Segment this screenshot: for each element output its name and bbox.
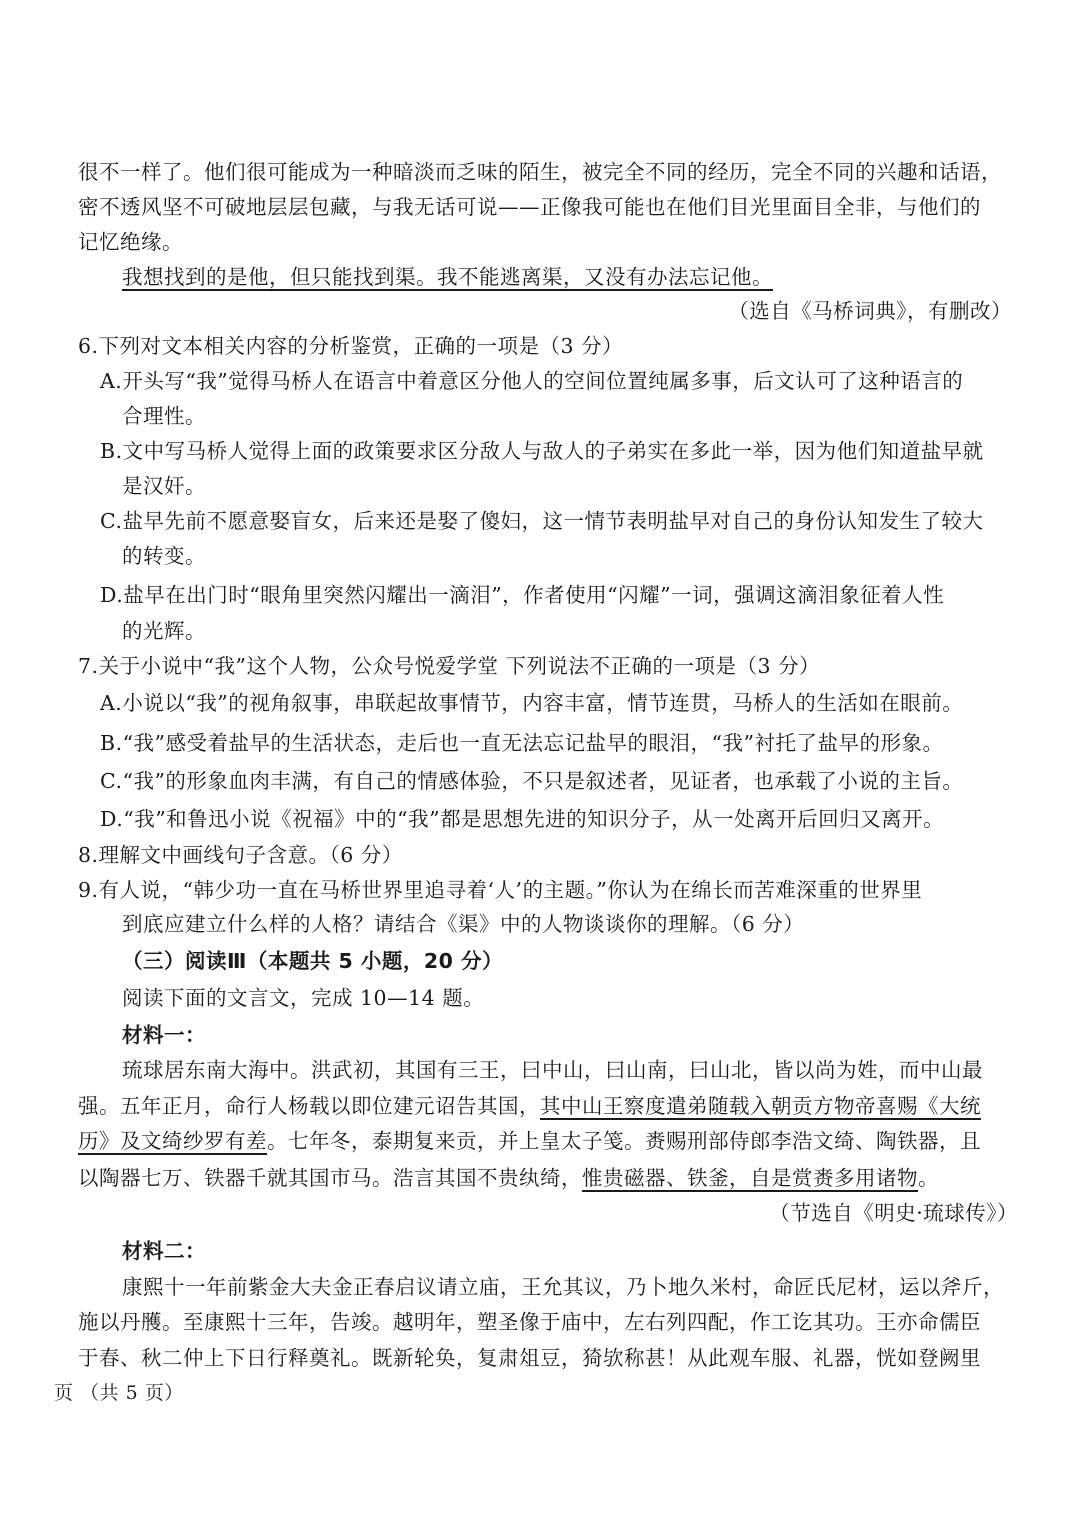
q6-option-b-cont: 是汉奸。	[122, 474, 206, 498]
passage-line: 密不透风坚不可破地层层包藏，与我无话可说——正像我可能也在他们目光里面目全非，与他们的	[78, 195, 981, 219]
question-8-stem: 8.理解文中画线句子含意。（6 分）	[78, 843, 403, 867]
material-1-line: 琉球居东南大海中。洪武初，其国有三王，曰中山，曰山南，曰山北，皆以尚为姓，而中山最	[122, 1058, 983, 1082]
section-instruction: 阅读下面的文言文，完成 10—14 题。	[122, 986, 485, 1010]
q7-option-c: C.“我”的形象血肉丰满，有自己的情感体验，不只是叙述者，见证者，也承载了小说的主旨。	[100, 769, 964, 793]
underlined-sentence: 惟贵磁器、铁釜，自是赏赉多用诸物	[582, 1166, 918, 1190]
material-1-line	[78, 1091, 981, 1121]
q6-option-d: D.盐早在出门时“眼角里突然闪耀出一滴泪”，作者使用“闪耀”一词，强调这滴泪象征着人性	[100, 583, 945, 607]
passage-line: 记忆绝缘。	[78, 230, 183, 254]
q6-option-c-cont: 的转变。	[122, 544, 206, 568]
q6-option-a-cont: 合理性。	[122, 404, 206, 428]
material-1-line	[78, 1163, 939, 1193]
q6-option-c: C.盐早先前不愿意娶盲女，后来还是娶了傻妇，这一情节表明盐早对自己的身份认知发生了较大	[100, 509, 984, 533]
material-2-line: 施以丹雘。至康熙十三年，告竣。越明年，塑圣像于庙中，左右列四配，作工讫其功。王亦命儒臣	[78, 1310, 981, 1334]
text-span: 以陶器七万、铁器千就其国市马。浩言其国不贵纨绮，	[78, 1166, 582, 1190]
material-2-line: 于春、秋二仲上下日行释奠礼。既新轮奂，复肃俎豆，猗欤称甚！从此观车服、礼器，恍如登阙里	[78, 1346, 981, 1370]
text-span: 。	[918, 1166, 939, 1190]
text-span: 强。五年正月，命行人杨载以即位建元诏告其国，	[78, 1094, 540, 1118]
text-span: 。七年冬，泰期复来贡，并上皇太子笺。赉赐刑部侍郎李浩文绮、陶铁器，且	[267, 1129, 981, 1153]
underlined-sentence: 历》及文绮纱罗有差	[78, 1129, 267, 1153]
q6-option-a: A.开头写“我”觉得马桥人在语言中着意区分他人的空间位置纯属多事，后文认可了这种语言的	[100, 369, 964, 393]
q7-option-d: D.“我”和鲁迅小说《祝福》中的“我”都是思想先进的知识分子，从一处离开后回归又离开。	[100, 807, 945, 831]
material-1-label: 材料一：	[122, 1023, 206, 1047]
question-7-stem: 7.关于小说中“我”这个人物，公众号悦爱学堂 下列说法不正确的一项是（3 分）	[78, 654, 821, 678]
material-1-source: （节选自《明史·琉球传》）	[769, 1201, 1018, 1225]
section-heading: （三）阅读Ⅲ（本题共 5 小题，20 分）	[122, 949, 504, 973]
question-9-stem: 9.有人说，“韩少功一直在马桥世界里追寻着‘人’的主题。”你认为在绵长而苦难深重的世界里	[78, 878, 923, 902]
page-footer: 页 （共 5 页）	[54, 1382, 184, 1404]
q6-option-d-cont: 的光辉。	[122, 619, 206, 643]
underlined-sentence: 其中山王察度遣弟随载入朝贡方物帝喜赐《大统	[540, 1094, 981, 1118]
q6-option-b: B.文中写马桥人觉得上面的政策要求区分敌人与敌人的子弟实在多此一举，因为他们知道盐早就	[100, 439, 984, 463]
passage-line: 很不一样了。他们很可能成为一种暗淡而乏味的陌生，被完全不同的经历，完全不同的兴趣和话语，	[78, 160, 1002, 184]
passage-source: （选自《马桥词典》，有删改）	[728, 299, 1012, 323]
q7-option-b: B.“我”感受着盐早的生活状态，走后也一直无法忘记盐早的眼泪，“我”衬托了盐早的形象。	[100, 731, 944, 755]
material-2-line: 康熙十一年前紫金大夫金正春启议请立庙，王允其议，乃卜地久米村，命匠氏尼材，运以斧斤，	[122, 1275, 1004, 1299]
question-6-stem: 6.下列对文本相关内容的分析鉴赏，正确的一项是（3 分）	[78, 334, 624, 358]
underlined-sentence: 我想找到的是他，但只能找到渠。我不能逃离渠，又没有办法忘记他。	[122, 265, 773, 289]
q7-option-a: A.小说以“我”的视角叙事，串联起故事情节，内容丰富，情节连贯，马桥人的生活如在眼前。	[100, 691, 964, 715]
material-1-line	[78, 1126, 981, 1156]
question-9-stem-cont: 到底应建立什么样的人格？请结合《渠》中的人物谈谈你的理解。（6 分）	[122, 912, 805, 936]
material-2-label: 材料二：	[122, 1239, 206, 1263]
